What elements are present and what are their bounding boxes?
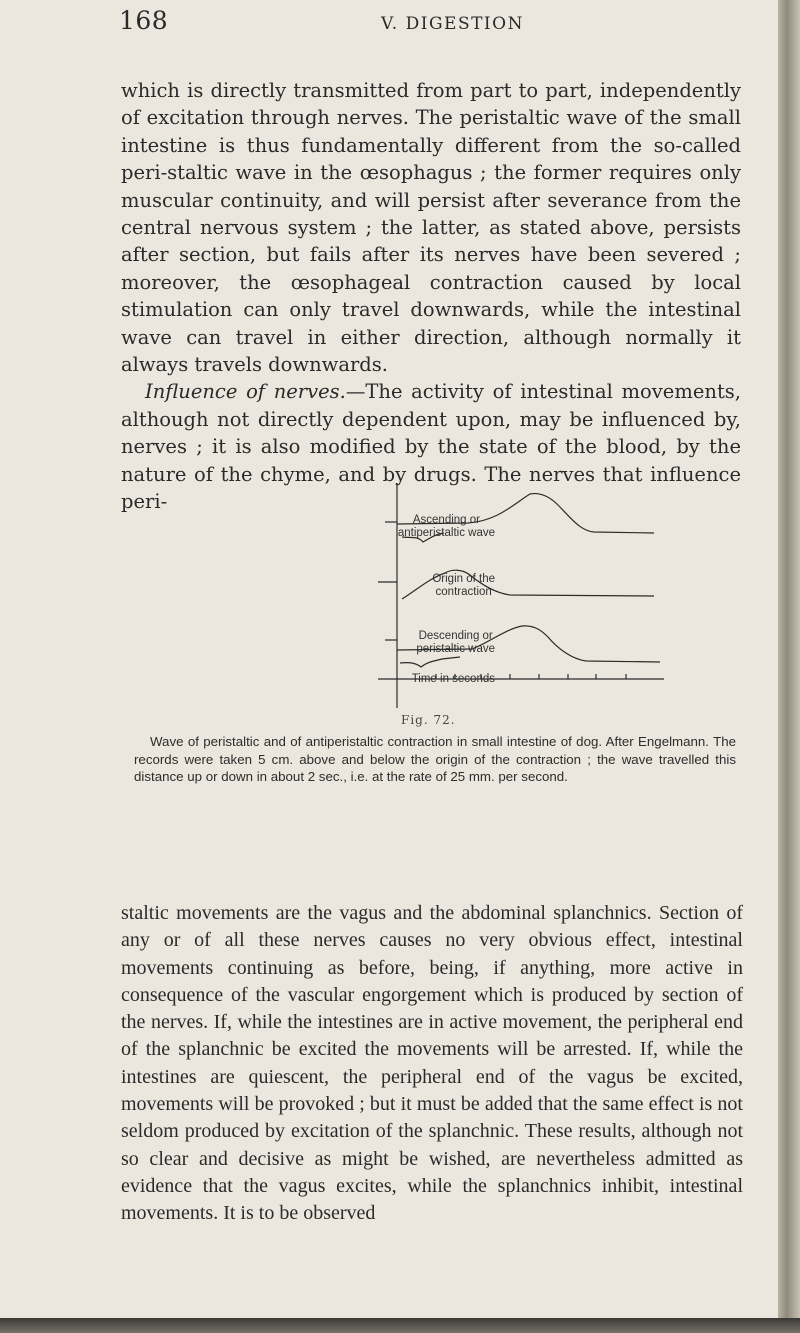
ascending-wave-trace xyxy=(397,494,654,533)
label-time-seconds: Time in seconds xyxy=(411,673,495,685)
descending-wave-baseline xyxy=(400,657,460,667)
paragraph-3: staltic movements are the vagus and the abdominal splanchnics. Section of any or of all these nerves causes no very obvious effect, intestinal movements continuing as before, being, if anything, more active in consequence of the vascular engorgement which is produced by section of the nerves. If, while the intestines are in active movement, the peripheral end of the splanchnic be excited the movements will be arrested. If, while the intestines are quiescent, the peripheral end of the vagus be excited, movements will be provoked ; but it must be added that the same effect is not seldom produced by excitation of the splanchnic. These results, although not so clear and decisive as might be wished, are nevertheless admitted as evidence that the vagus excites, while the splanchnics inhibit, intestinal movements. It is to be observed xyxy=(121,902,743,1225)
figure-number: Fig. 72. xyxy=(401,713,456,727)
paragraph-2-text: —The activity of intestinal movements, although not directly dependent upon, may be influenced by, nerves ; it is also modified by the state of the blood, by the nature of the chyme, and by drugs. The nerves that influence peri- xyxy=(121,380,741,514)
label-ascending-line-1: Ascending or xyxy=(412,514,480,526)
page-edge-right xyxy=(778,0,800,1333)
page-edge-bottom xyxy=(0,1318,800,1333)
ascending-wave-baseline xyxy=(402,533,444,542)
paragraph-1 xyxy=(121,77,741,516)
label-ascending-line-2: antiperistaltic wave xyxy=(397,527,495,539)
time-ticks xyxy=(436,674,626,679)
label-origin-line-2: contraction xyxy=(435,586,492,598)
running-head: V. DIGESTION xyxy=(381,14,524,34)
origin-trace xyxy=(402,570,654,599)
tracing-svg xyxy=(230,483,680,708)
label-descending-line-2: peristaltic wave xyxy=(416,643,495,655)
page-number: 168 xyxy=(119,6,169,35)
figure-caption xyxy=(134,733,736,786)
figure-caption-text: Wave of peristaltic and of antiperistaltic contraction in small intestine of dog. After Engelmann. The records were taken 5 cm. above and below the origin of the contraction ; the wave travelled this distance up or down in about 2 sec., i.e. at the rate of 25 mm. per second. xyxy=(134,734,736,784)
paragraph-2-run-in-title: Influence of nerves. xyxy=(145,380,346,404)
figure-72 xyxy=(230,483,680,708)
label-descending-line-1: Descending or xyxy=(418,630,493,642)
label-origin-line-1: Origin of the xyxy=(432,573,495,585)
descending-wave-trace xyxy=(397,626,660,662)
paragraph-1-text: which is directly transmitted from part to part, independently of excitation through nerves. The peristaltic wave of the small intestine is thus fundamentally different from the so-called peri-staltic wave in the œsophagus ; the former requires only muscular continuity, and will persist after severance from the central nervous system ; the latter, as stated above, persists after section, but fails after its nerves have been severed ; moreover, the œsophageal contraction caused by local stimulation can only travel downwards, while the intestinal wave can travel in either direction, although normally it always travels downwards. xyxy=(121,79,741,377)
